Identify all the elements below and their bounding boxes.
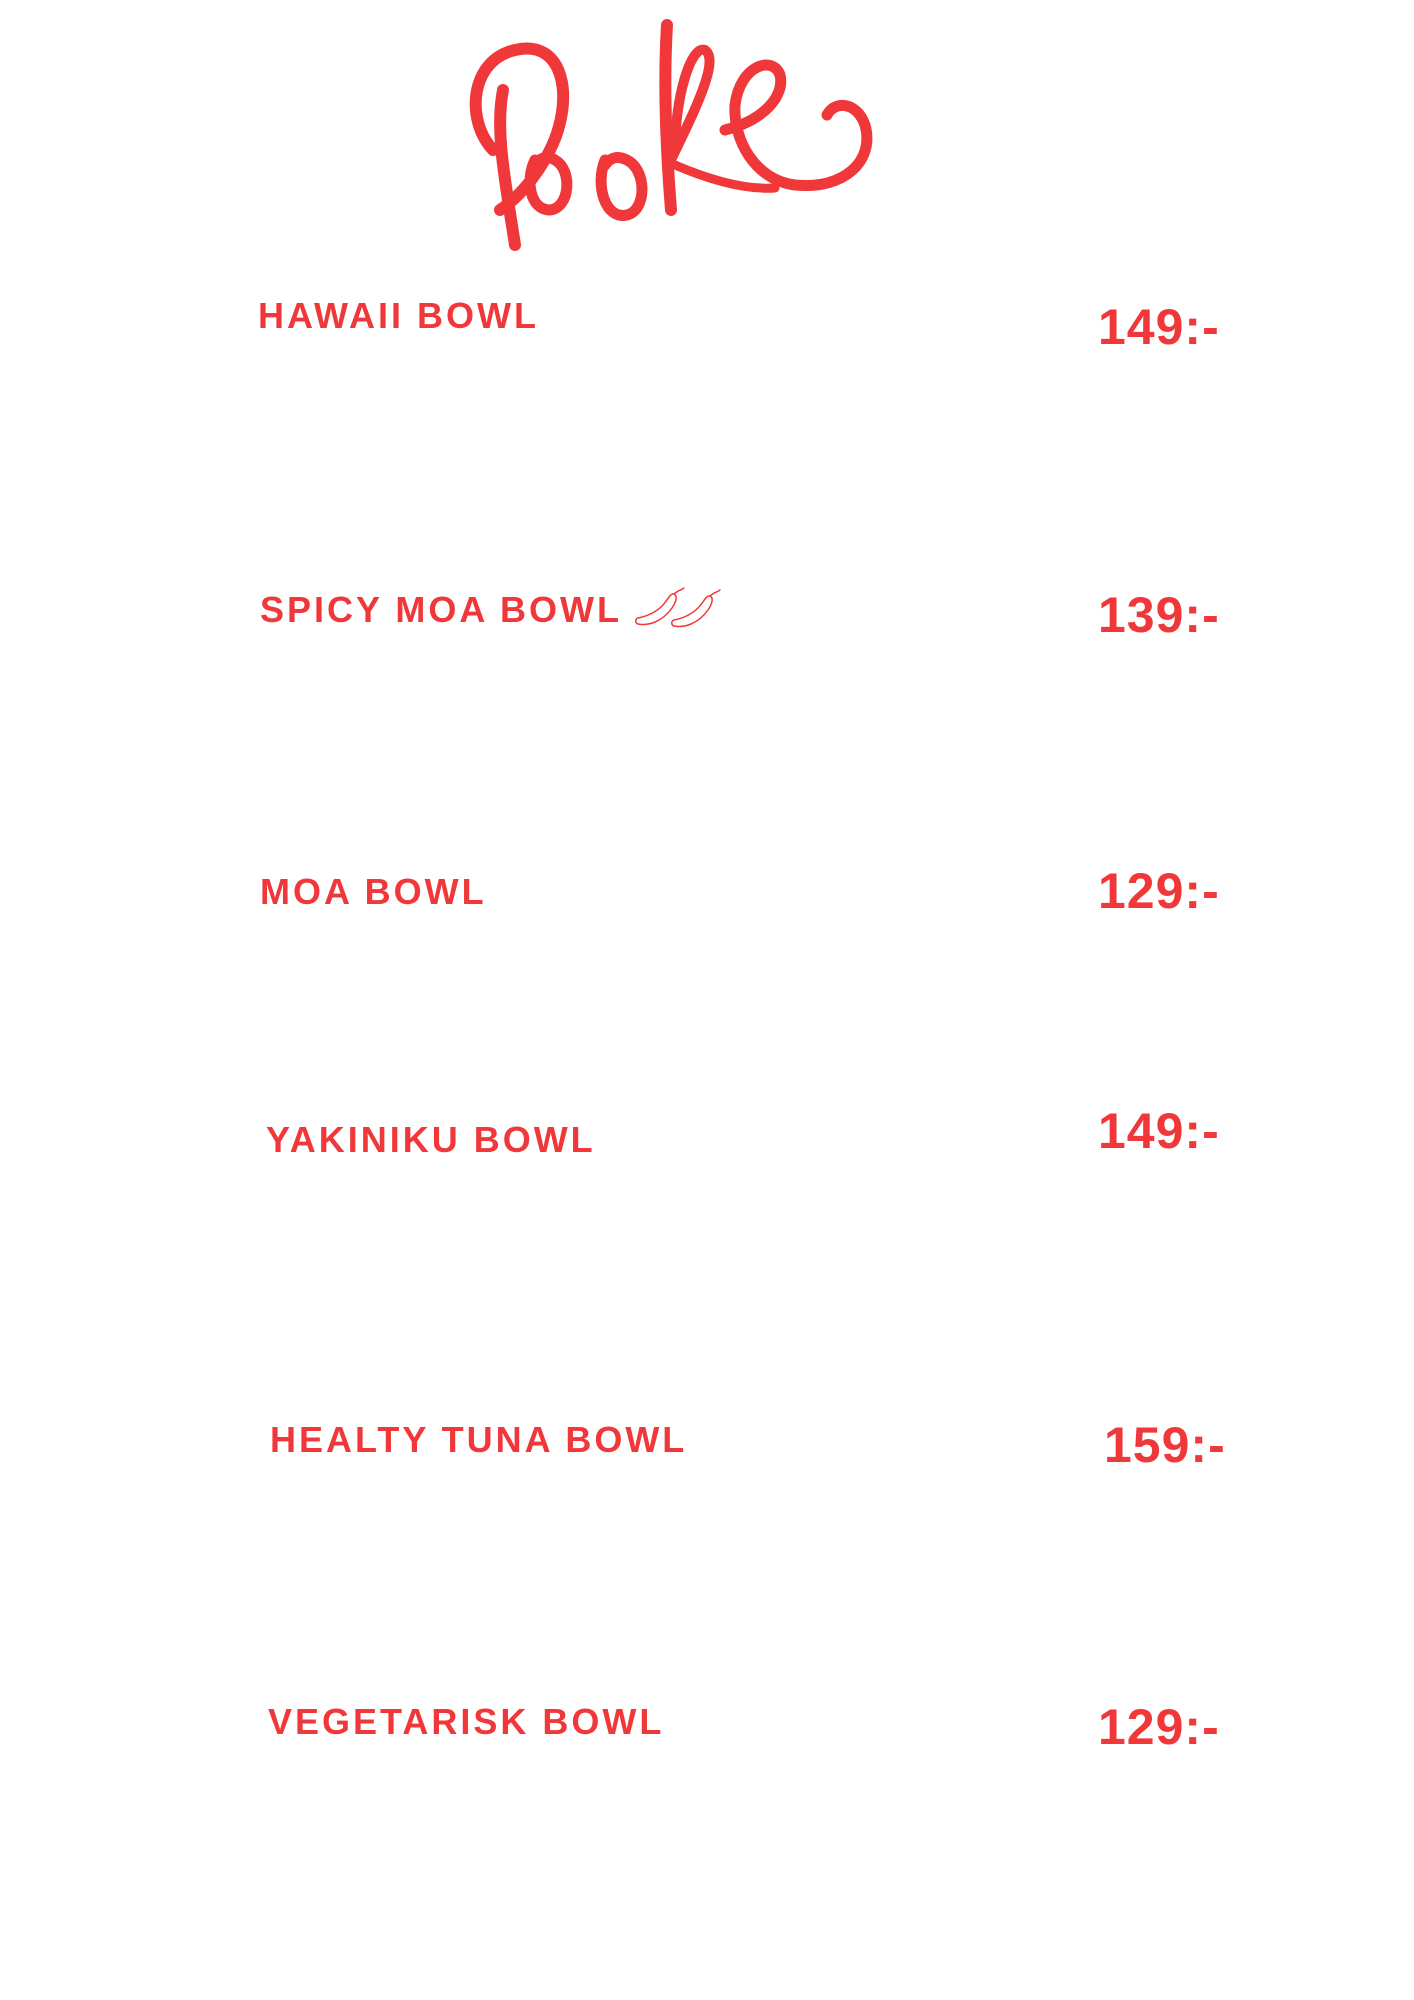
menu-item-price: 149:- — [1098, 299, 1220, 355]
menu-item-name: VEGETARISK BOWL — [268, 1701, 665, 1742]
chili-pepper-icon — [634, 586, 726, 630]
menu-title — [455, 10, 875, 260]
menu-item-price: 129:- — [1098, 1699, 1220, 1755]
menu-item-name: HAWAII BOWL — [258, 295, 539, 336]
menu-item-name: SPICY MOA BOWL — [260, 589, 623, 630]
poke-script-logo — [455, 10, 875, 260]
menu-item-price: 159:- — [1104, 1417, 1226, 1473]
menu-item-price: 149:- — [1098, 1103, 1220, 1159]
menu-item-name: MOA BOWL — [260, 871, 487, 912]
menu-item-price: 139:- — [1098, 587, 1220, 643]
menu-item-name: YAKINIKU BOWL — [266, 1119, 596, 1160]
menu-item-name: HEALTY TUNA BOWL — [270, 1419, 688, 1460]
menu-item-price: 129:- — [1098, 863, 1220, 919]
